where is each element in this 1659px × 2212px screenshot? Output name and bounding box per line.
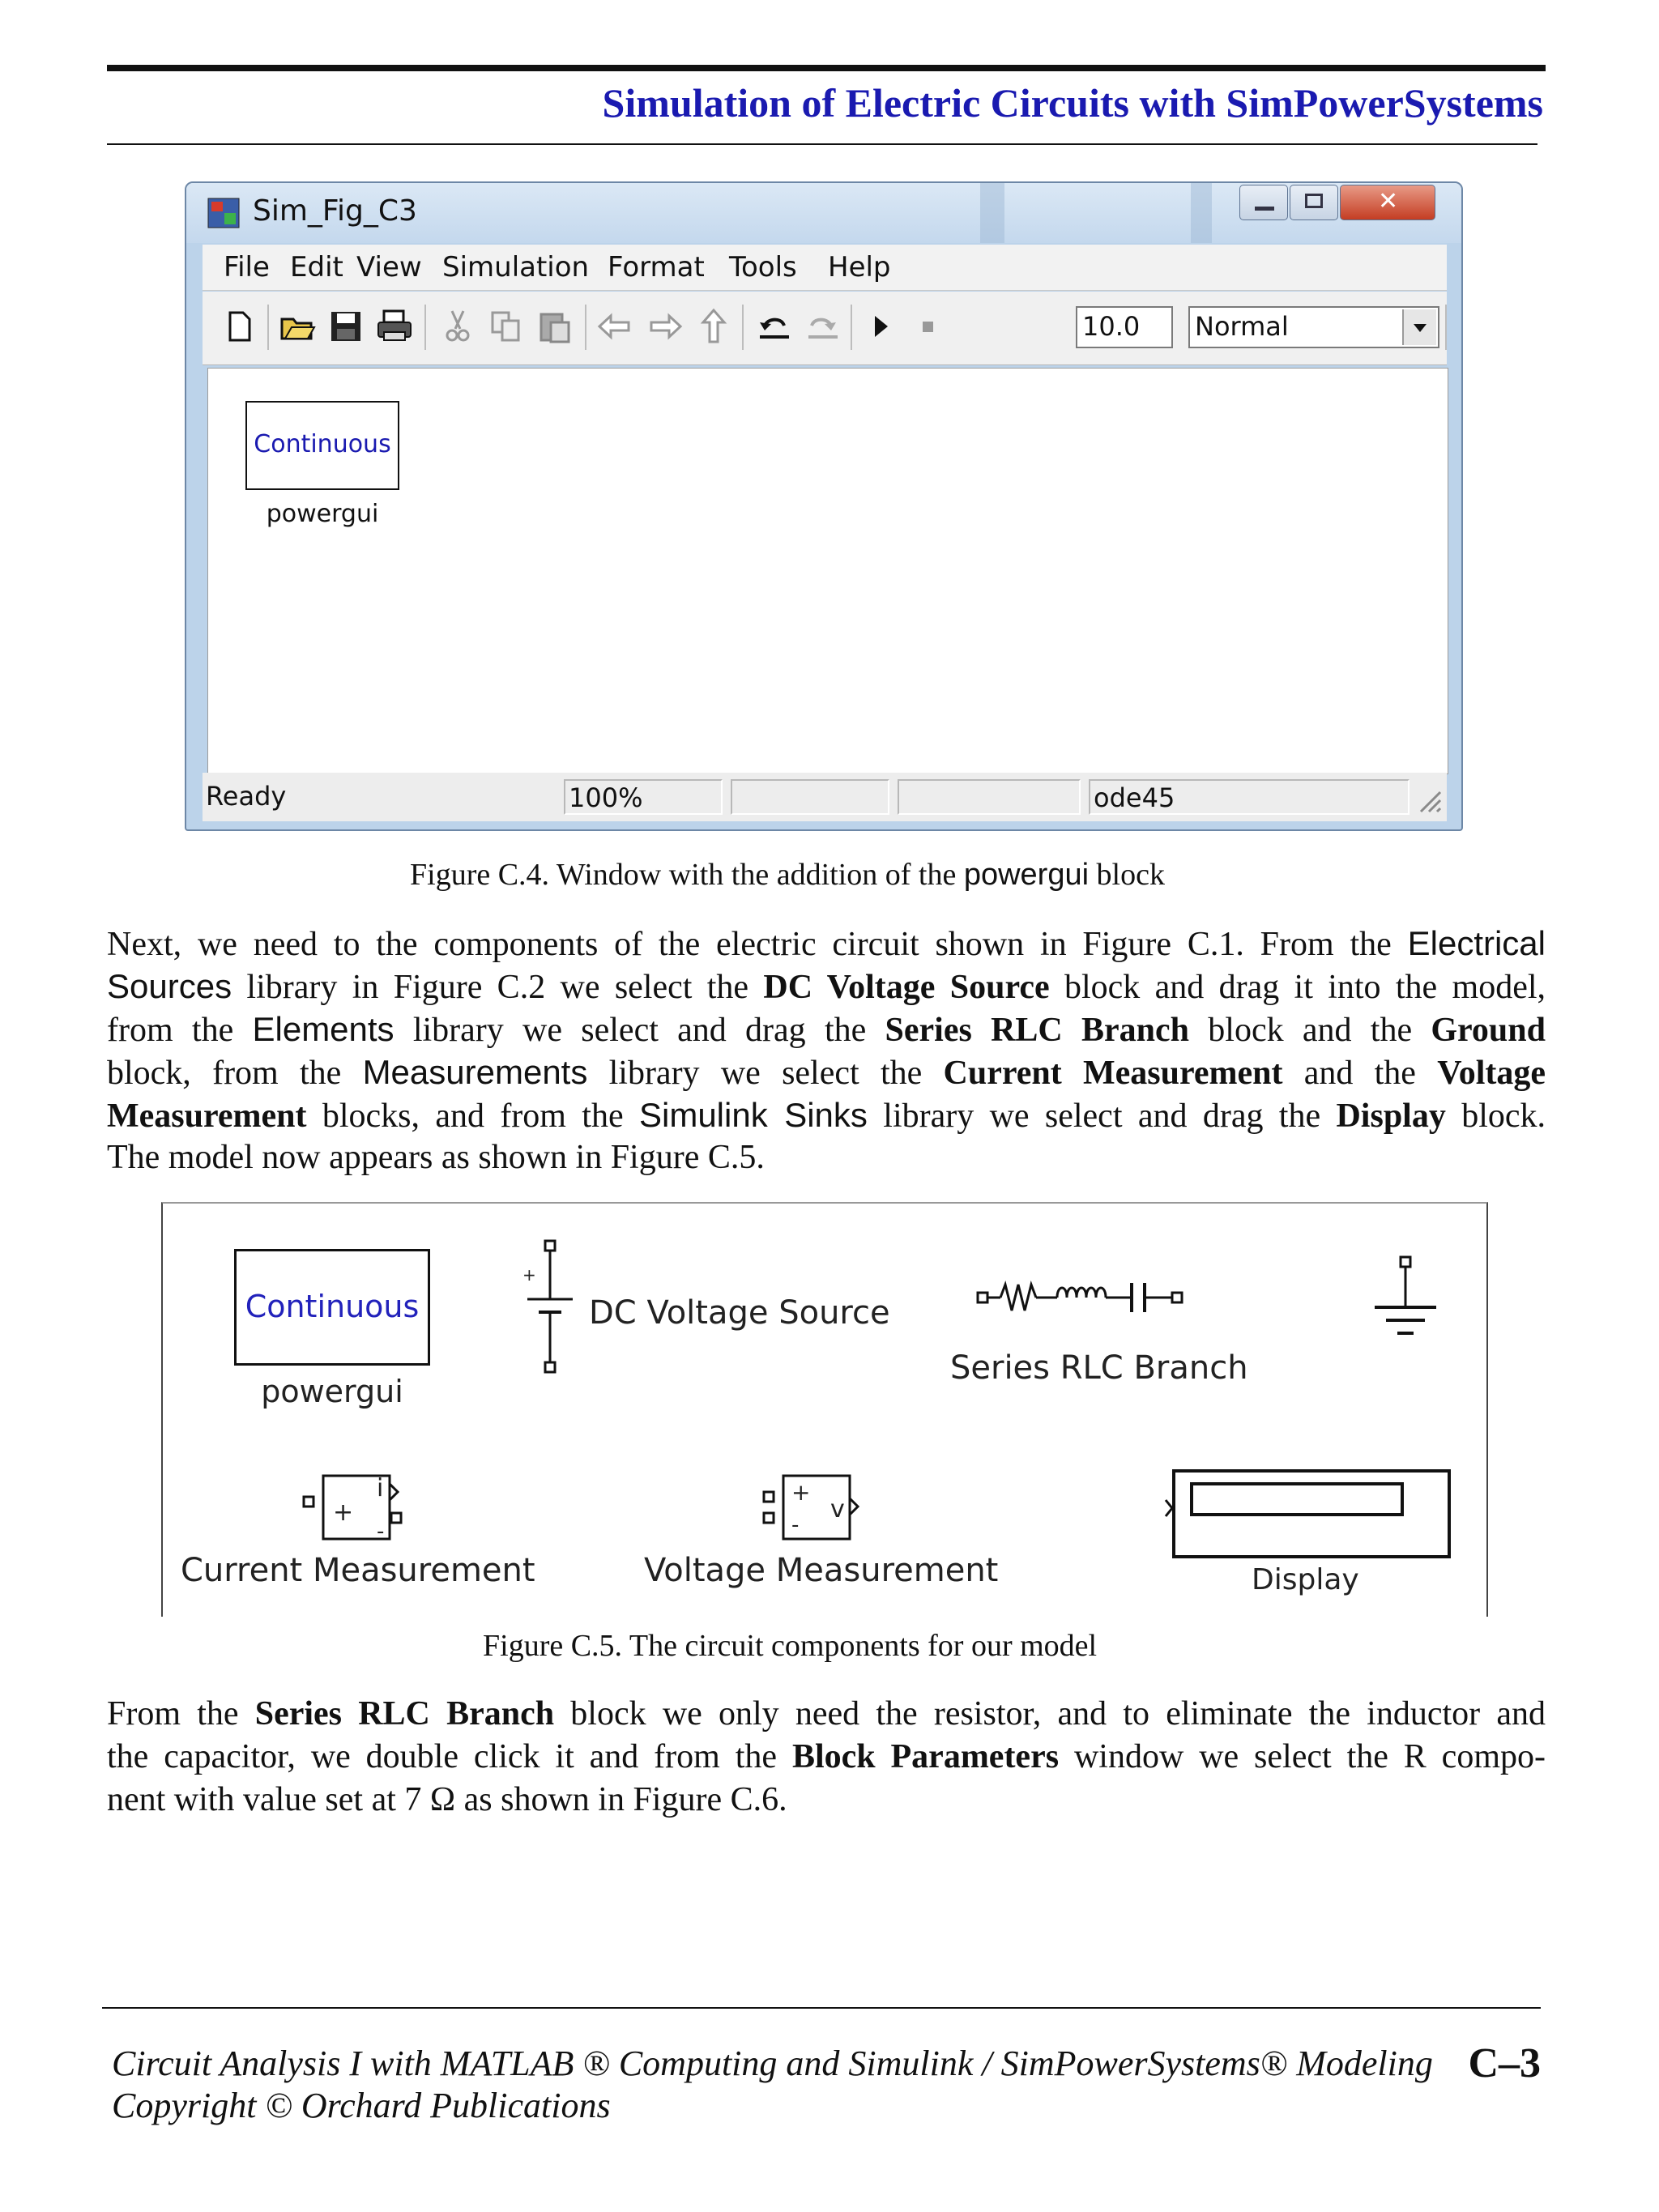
bold-term: Measurement (107, 1097, 307, 1135)
caption-text: Figure C.4. Window with the addition of the (410, 858, 964, 892)
text-run: block and drag it into the model, (1049, 969, 1546, 1006)
header-rule-thick (107, 65, 1546, 71)
simulink-app-icon (207, 198, 240, 228)
simulation-mode-value: Normal (1195, 311, 1289, 342)
text-run: from the (107, 1012, 253, 1049)
text-line (107, 1093, 1546, 1136)
dc-voltage-source-label: DC Voltage Source (589, 1294, 890, 1332)
current-plus: + (333, 1498, 354, 1527)
voltage-measurement-label: Voltage Measurement (644, 1552, 999, 1589)
menu-bar (203, 245, 1447, 291)
caption-text: block (1089, 858, 1165, 892)
library-name: Sources (107, 967, 232, 1005)
text-run: the capacitor, we double click it and from the (107, 1738, 792, 1775)
menu-view[interactable]: View (356, 251, 422, 283)
running-header: Simulation of Electric Circuits with SimPowerSystems (602, 80, 1543, 126)
forward-arrow-icon[interactable] (645, 306, 685, 347)
back-arrow-icon[interactable] (595, 306, 635, 347)
status-cell-3 (731, 779, 889, 815)
text-run: library we select and drag the (867, 1097, 1337, 1135)
text-run: library in Figure C.2 we select the (232, 969, 764, 1006)
footer-copyright: Copyright © Orchard Publications (112, 2086, 611, 2125)
toolbar-separator (742, 305, 744, 350)
text-run: blocks, and from the (306, 1097, 639, 1135)
close-button[interactable] (1340, 185, 1435, 220)
library-name: Elements (252, 1010, 394, 1048)
maximize-button[interactable] (1290, 185, 1338, 220)
window-title: Sim_Fig_C3 (253, 194, 417, 228)
toolbar-separator (267, 305, 269, 350)
current-minus: - (377, 1519, 385, 1544)
maximize-icon (1305, 194, 1323, 208)
menu-format[interactable]: Format (608, 251, 705, 283)
current-symbol: i (377, 1474, 384, 1502)
menu-help[interactable]: Help (828, 251, 891, 283)
new-model-icon[interactable] (219, 306, 259, 347)
toolbar-separator (851, 305, 852, 350)
powergui-block-label: Continuous (245, 1289, 420, 1324)
powergui-block-name: powergui (266, 500, 379, 528)
bold-term: Series RLC Branch (885, 1012, 1190, 1049)
footer-book-title: Circuit Analysis I with MATLAB ® Computing and Simulink / SimPowerSystems® Modeling (112, 2044, 1433, 2083)
ground-symbol (1370, 1252, 1443, 1349)
bold-term: Ground (1431, 1012, 1546, 1049)
menu-edit[interactable]: Edit (290, 251, 343, 283)
bold-term: Display (1336, 1097, 1446, 1135)
library-name: Simulink Sinks (638, 1096, 868, 1134)
powergui-block-label: Continuous (254, 430, 391, 458)
caption-code: powergui (963, 858, 1090, 892)
menu-file[interactable]: File (224, 251, 270, 283)
simulink-window (185, 181, 1463, 831)
current-measurement-symbol (296, 1468, 417, 1549)
status-bar (203, 773, 1447, 821)
text-line (107, 1136, 1546, 1179)
footer-rule (102, 2007, 1541, 2009)
up-arrow-icon[interactable] (693, 306, 734, 347)
voltage-plus: + (791, 1479, 811, 1506)
text-run: and the (1282, 1055, 1438, 1092)
text-run: block and the (1189, 1012, 1431, 1049)
bold-term: Block Parameters (791, 1738, 1060, 1775)
start-simulation-icon[interactable] (860, 306, 901, 347)
text-run: block we only need the resistor, and to eliminate the inductor and (554, 1695, 1546, 1733)
text-line (107, 1693, 1546, 1736)
menu-tools[interactable]: Tools (729, 251, 797, 283)
paste-icon[interactable] (535, 306, 575, 347)
bold-term: Voltage (1437, 1055, 1546, 1092)
voltage-measurement-symbol (756, 1468, 877, 1549)
text-run: Next, we need to the components of the electric circuit shown in Figure C.1. From the (107, 926, 1408, 963)
text-line (107, 922, 1546, 965)
text-line (107, 965, 1546, 1008)
text-run: library we select the (587, 1055, 944, 1092)
status-state: Ready (206, 781, 287, 812)
close-icon: ✕ (1378, 187, 1399, 215)
stop-simulation-icon[interactable] (907, 306, 948, 347)
current-measurement-label: Current Measurement (181, 1552, 535, 1589)
library-name: Measurements (362, 1053, 588, 1091)
page-number: C–3 (1468, 2040, 1541, 2086)
minimize-button[interactable] (1239, 185, 1288, 220)
text-line (107, 1736, 1546, 1779)
text-run: window we select the R compo- (1059, 1738, 1546, 1775)
bold-term: Current Measurement (943, 1055, 1283, 1092)
status-cell-4 (898, 779, 1081, 815)
toolbar-separator (1445, 305, 1447, 350)
text-run: library we select and drag the (394, 1012, 885, 1049)
print-icon[interactable] (374, 306, 415, 347)
titlebar-glare (1191, 183, 1212, 243)
display-label: Display (1252, 1563, 1359, 1596)
save-icon[interactable] (326, 306, 366, 347)
menu-simulation[interactable]: Simulation (442, 251, 590, 283)
text-line (107, 1008, 1546, 1051)
minimize-icon (1255, 207, 1274, 211)
copy-icon[interactable] (486, 306, 527, 347)
library-name: Electrical (1407, 924, 1546, 962)
figure-c4-caption (410, 857, 1165, 893)
text-run: The model now appears as shown in Figure C.5. (107, 1139, 765, 1176)
model-canvas[interactable] (207, 368, 1448, 774)
dc-source-plus: + (522, 1265, 536, 1285)
text-run: nent with value set at 7 Ω as shown in Figure C.6. (107, 1781, 787, 1818)
titlebar-glare (980, 183, 1004, 243)
cut-icon[interactable] (437, 306, 478, 347)
undo-icon[interactable] (753, 306, 794, 347)
chevron-down-icon[interactable] (1402, 309, 1436, 345)
powergui-block-name: powergui (261, 1374, 403, 1409)
toolbar-separator (585, 305, 586, 350)
toolbar (203, 292, 1447, 365)
bold-term: DC Voltage Source (763, 969, 1050, 1006)
dc-voltage-source-symbol (519, 1236, 584, 1382)
window-titlebar (186, 183, 1461, 243)
series-rlc-branch-symbol (973, 1276, 1232, 1322)
simulation-mode-select[interactable] (1188, 306, 1439, 348)
paragraph-rlc-resistor (107, 1693, 1546, 1822)
text-run: block. (1445, 1097, 1546, 1135)
toolbar-separator (424, 305, 426, 350)
redo-icon[interactable] (802, 306, 842, 347)
paragraph-components (107, 922, 1546, 1179)
figure-c5-caption: Figure C.5. The circuit components for our model (483, 1629, 1098, 1663)
text-run: block, from the (107, 1055, 363, 1092)
resize-grip-icon[interactable] (1416, 787, 1444, 815)
bold-term: Series RLC Branch (254, 1695, 555, 1733)
open-folder-icon[interactable] (277, 306, 318, 347)
text-line (107, 1051, 1546, 1093)
text-line (107, 1779, 1546, 1822)
voltage-minus: - (791, 1513, 800, 1537)
powergui-block[interactable] (245, 401, 399, 490)
stop-time-input[interactable]: 10.0 (1076, 306, 1173, 348)
status-solver: ode45 (1089, 779, 1410, 815)
header-rule-thin (107, 143, 1537, 145)
series-rlc-branch-label: Series RLC Branch (950, 1349, 1248, 1387)
figure-c5-components (161, 1202, 1488, 1617)
status-zoom: 100% (564, 779, 723, 815)
text-run: From the (107, 1695, 255, 1733)
powergui-block (234, 1249, 430, 1366)
voltage-symbol: v (830, 1495, 845, 1524)
